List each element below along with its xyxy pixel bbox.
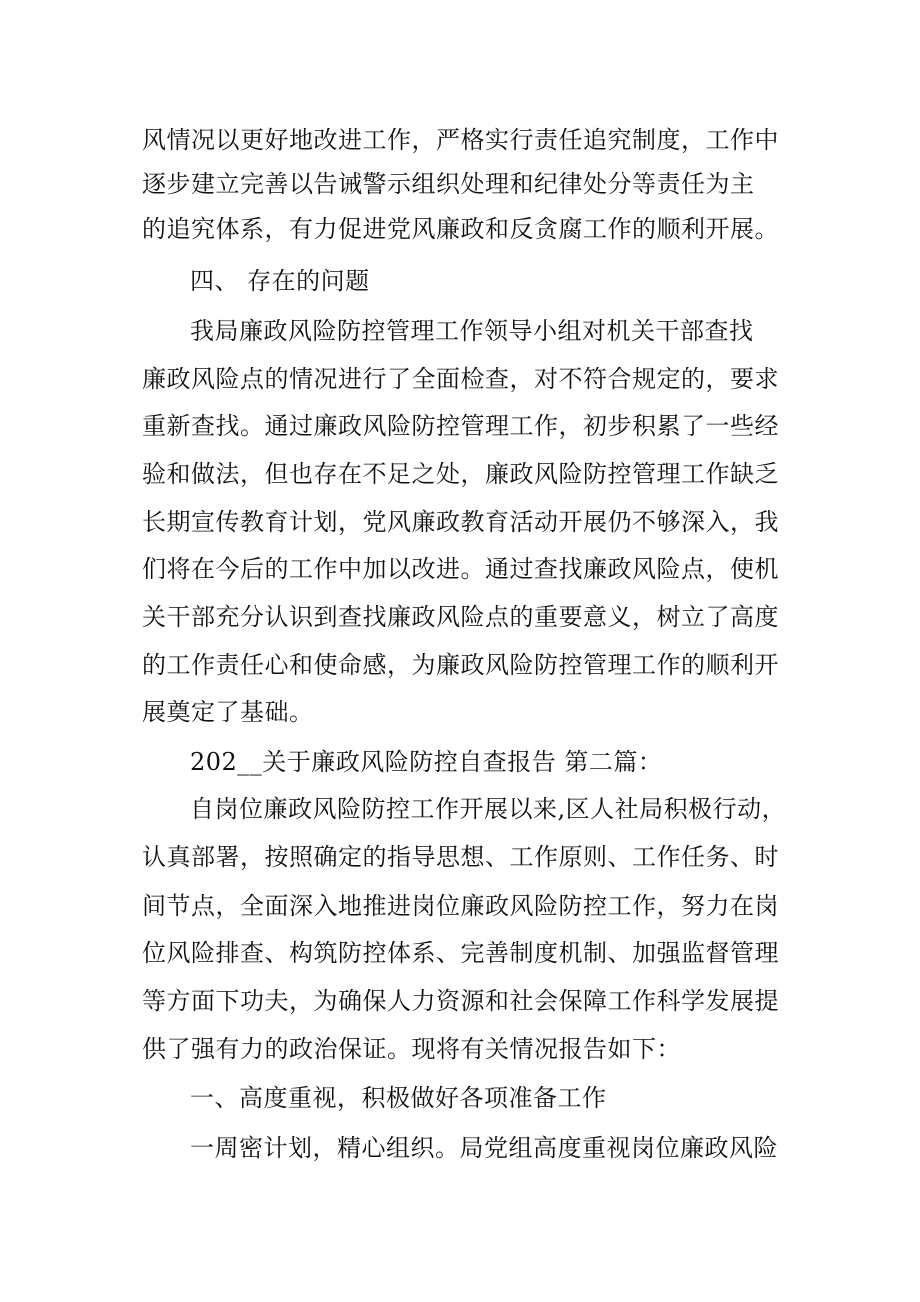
paragraph-line: 等方面下功夫，为确保人力资源和社会保障工作科学发展提 [142,987,779,1015]
paragraph-line: 验和做法，但也存在不足之处，廉政风险防控管理工作缺乏 [142,460,779,488]
paragraph-line: 展奠定了基础。 [142,698,314,726]
paragraph-line: 长期宣传教育计划，党风廉政教育活动开展仍不够深入，我 [142,508,779,536]
paragraph-line: 认真部署，按照确定的指导思想、工作原则、工作任务、时 [142,843,779,871]
paragraph-line: 们将在今后的工作中加以改进。通过查找廉政风险点，使机 [142,555,779,583]
paragraph-line: 的追究体系，有力促进党风廉政和反贪腐工作的顺利开展。 [142,215,779,243]
part-title: 202__关于廉政风险防控自查报告 第二篇： [190,748,663,776]
section-heading: 一、高度重视，积极做好各项准备工作 [190,1084,607,1112]
paragraph-line: 间节点，全面深入地推进岗位廉政风险防控工作，努力在岗 [142,892,779,920]
paragraph-line: 风情况以更好地改进工作，严格实行责任追究制度，工作中 [142,126,779,154]
paragraph-line: 重新查找。通过廉政风险防控管理工作，初步积累了一些经 [142,412,779,440]
paragraph-line: 供了强有力的政治保证。现将有关情况报告如下： [142,1035,681,1063]
paragraph-line: 我局廉政风险防控管理工作领导小组对机关干部查找 [190,317,754,345]
paragraph-line: 的工作责任心和使命感，为廉政风险防控管理工作的顺利开 [142,651,779,679]
paragraph-line: 自岗位廉政风险防控工作开展以来,区人社局积极行动， [190,795,787,823]
paragraph-line: 关干部充分认识到查找廉政风险点的重要意义，树立了高度 [142,603,779,631]
paragraph-line: 一周密计划，精心组织。局党组高度重视岗位廉政风险 [190,1134,778,1162]
paragraph-line: 逐步建立完善以告诫警示组织处理和纪律处分等责任为主 [142,170,755,198]
paragraph-line: 廉政风险点的情况进行了全面检查，对不符合规定的，要求 [142,365,779,393]
section-heading: 四、 存在的问题 [190,267,370,295]
paragraph-line: 位风险排查、构筑防控体系、完善制度机制、加强监督管理 [142,939,779,967]
